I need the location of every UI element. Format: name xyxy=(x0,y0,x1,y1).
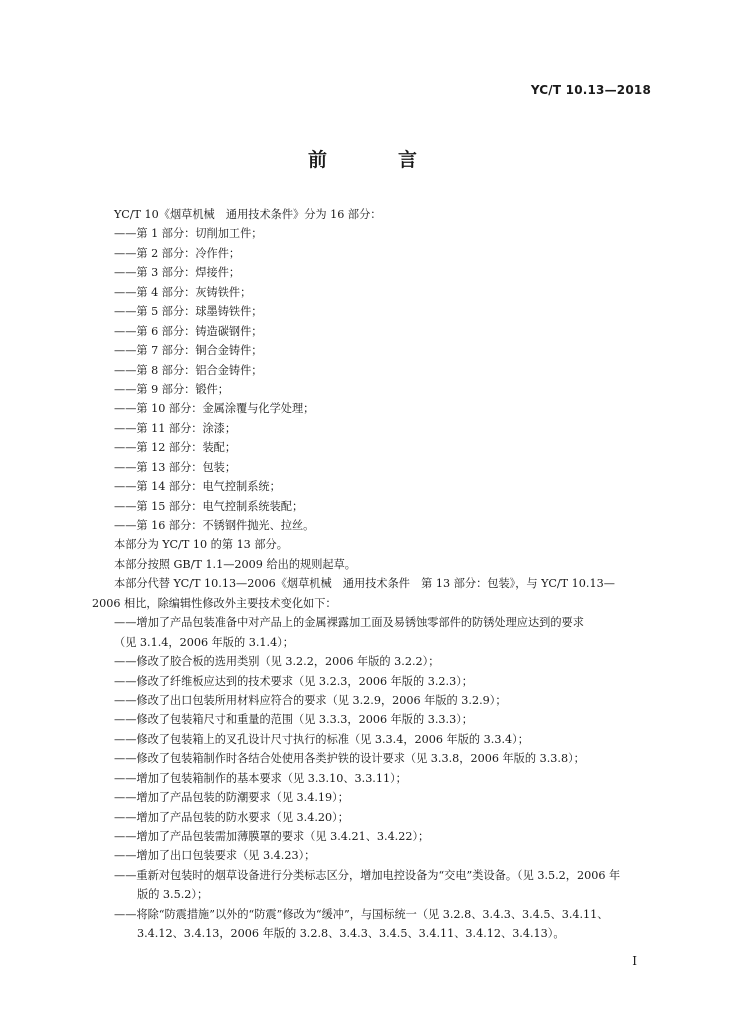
part-item: ——第 6 部分：铸造碳钢件； xyxy=(114,324,263,338)
change-item: ——修改了胶合板的选用类别（见 3.2.2，2006 年版的 3.2.2）； xyxy=(114,655,440,669)
part-item: ——第 10 部分：金属涂覆与化学处理； xyxy=(114,402,315,416)
change-item: ——增加了包装箱制作的基本要求（见 3.3.10、3.3.11）； xyxy=(114,771,407,785)
part-item: ——第 3 部分：焊接件； xyxy=(114,266,241,280)
change-item: ——重新对包装时的烟草设备进行分类标志区分，增加电控设备为“交电”类设备。（见 3.5.2，2006 年 xyxy=(114,868,621,882)
document-code: YC/T 10.13—2018 xyxy=(530,83,651,97)
change-item: ——修改了出口包装所用材料应符合的要求（见 3.2.9，2006 年版的 3.2.9）； xyxy=(114,693,507,707)
change-item: ——增加了产品包装的防潮要求（见 3.4.19）； xyxy=(114,791,349,805)
change-item-continuation: 3.4.12、3.4.13，2006 年版的 3.2.8、3.4.3、3.4.5、3.4.11、3.4.12、3.4.13）。 xyxy=(137,927,565,941)
change-item: ——增加了产品包装的防水要求（见 3.4.20）； xyxy=(114,810,349,824)
change-item: ——修改了纤维板应达到的技术要求（见 3.2.3，2006 年版的 3.2.3）； xyxy=(114,674,473,688)
part-item: ——第 9 部分：锻件； xyxy=(114,382,229,396)
part-item: ——第 12 部分：装配； xyxy=(114,441,237,455)
statement-line: 本部分为 YC/T 10 的第 13 部分。 xyxy=(114,538,288,552)
change-item: ——增加了产品包装需加薄膜罩的要求（见 3.4.21、3.4.22）； xyxy=(114,830,430,843)
part-item: ——第 1 部分：切削加工件； xyxy=(114,227,263,241)
replace-line: 2006 相比，除编辑性修改外主要技术变化如下： xyxy=(92,596,337,610)
part-item: ——第 5 部分：球墨铸铁件； xyxy=(114,305,263,319)
part-item: ——第 16 部分：不锈钢件抛光、拉丝。 xyxy=(114,519,315,532)
part-item: ——第 11 部分：涂漆； xyxy=(114,421,237,435)
change-item: ——修改了包装箱制作时各结合处使用各类护铁的设计要求（见 3.3.8，2006 年版的 3.3.8）； xyxy=(114,752,585,766)
change-item: ——修改了包装箱尺寸和重量的范围（见 3.3.3，2006 年版的 3.3.3）； xyxy=(114,713,473,727)
part-item: ——第 4 部分：灰铸铁件； xyxy=(114,285,252,299)
foreword-body xyxy=(92,205,660,944)
change-item: ——修改了包装箱上的叉孔设计尺寸执行的标准（见 3.3.4，2006 年版的 3.3.4）； xyxy=(114,732,529,746)
part-item: ——第 2 部分：冷作件； xyxy=(114,246,241,260)
change-item: ——增加了产品包装准备中对产品上的金属裸露加工面及易锈蚀零部件的防锈处理应达到的要求 xyxy=(114,616,584,630)
part-item: ——第 14 部分：电气控制系统； xyxy=(114,480,281,494)
change-item: ——将除“防震措施”以外的“防震”修改为“缓冲”，与国标统一（见 3.2.8、3.4.3、3.4.5、3.4.11、 xyxy=(114,907,609,921)
page-title: 前 言 xyxy=(307,149,443,171)
part-item: ——第 7 部分：铜合金铸件； xyxy=(114,344,263,358)
page-number: I xyxy=(632,954,637,968)
statement-line: 本部分按照 GB/T 1.1—2009 给出的规则起草。 xyxy=(114,557,356,571)
replace-line: 本部分代替 YC/T 10.13—2006《烟草机械 通用技术条件 第 13 部分：包装》，与 YC/T 10.13— xyxy=(114,577,615,591)
part-item: ——第 13 部分：包装； xyxy=(114,460,237,474)
intro-line: YC/T 10《烟草机械 通用技术条件》分为 16 部分： xyxy=(114,208,382,221)
change-item: ——增加了出口包装要求（见 3.4.23）； xyxy=(114,849,316,863)
change-item-continuation: （见 3.1.4，2006 年版的 3.1.4）； xyxy=(114,635,294,649)
part-item: ——第 15 部分：电气控制系统装配； xyxy=(114,499,304,513)
part-item: ——第 8 部分：铝合金铸件； xyxy=(114,363,263,377)
change-item-continuation: 版的 3.5.2）； xyxy=(137,888,209,902)
